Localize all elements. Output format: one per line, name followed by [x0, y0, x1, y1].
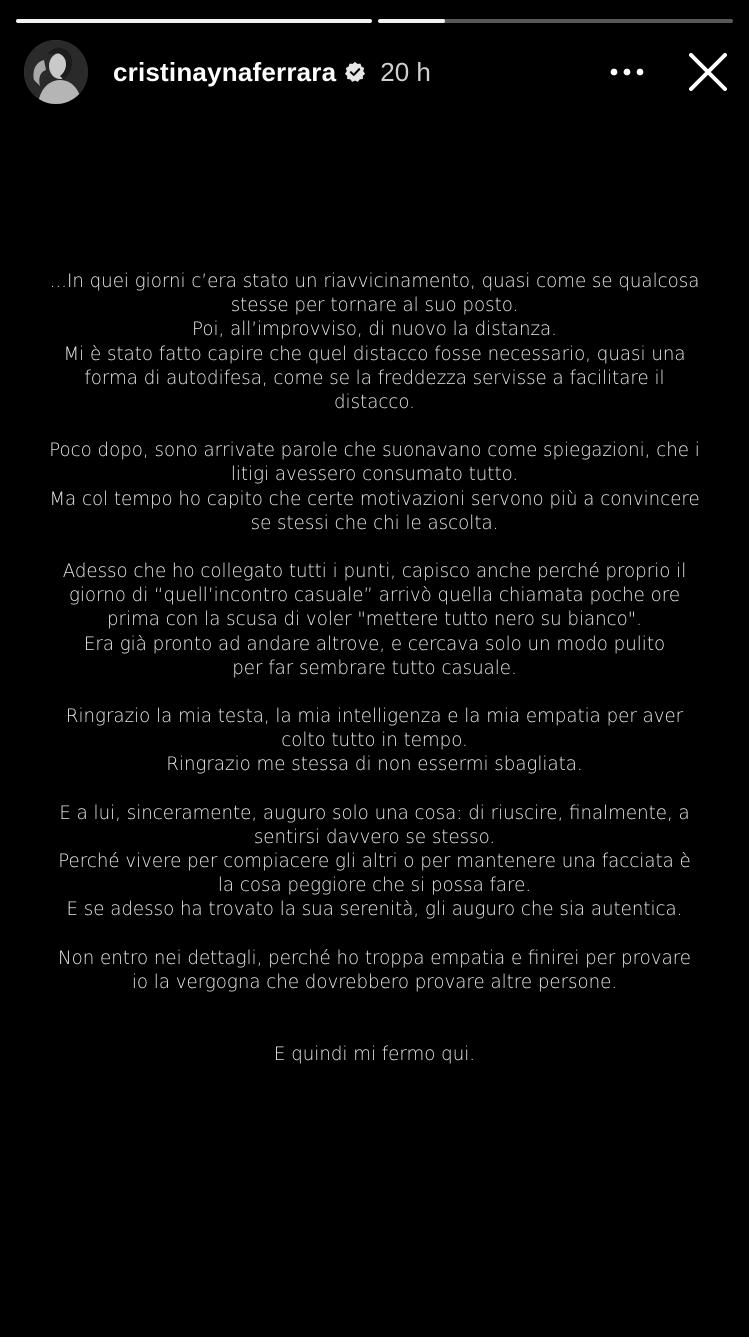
story-paragraph-2: Poco dopo, sono arrivate parole che suonavano come spiegazioni, che i litigi avessero consumato tutto. Ma col tempo ho capito che certe motivazioni servono più a convincere se stessi che chi le ascolta.: [49, 440, 700, 534]
story-paragraph-1: ...In quei giorni c’era stato un riavvicinamento, quasi come se qualcosa stesse per tornare al suo posto. Poi, all’improvviso, di nuovo la distanza. Mi è stato fatto capire che quel distacco fosse necessario, quasi una forma di autodifesa, come se la freddezza servisse a facilitare il distacco.: [49, 271, 700, 414]
progress-fill-1: [16, 19, 372, 23]
story-paragraph-4: Ringrazio la mia testa, la mia intelligenza e la mia empatia per aver colto tutto in tempo. Ringrazio me stessa di non essermi sbagliata.: [65, 706, 684, 776]
progress-segment-2: [378, 19, 734, 23]
post-time: 20 h: [380, 56, 431, 87]
progress-segment-1: [16, 19, 372, 23]
story-paragraph-final: E quindi mi fermo qui.: [273, 1044, 476, 1066]
story-progress-bar: [16, 19, 733, 23]
avatar[interactable]: [24, 40, 88, 104]
story-header: [24, 40, 731, 104]
story-text: [30, 270, 719, 1091]
more-options-button[interactable]: [607, 52, 647, 92]
story-paragraph-3: Adesso che ho collegato tutti i punti, capisco anche perché proprio il giorno di “quell’incontro casuale” arrivò quella chiamata poche ore prima con la scusa di voler "mettere tutto nero su bianco". Era già pronto ad andare altrove, e cercava solo un modo pulito per far sembrare tutto casuale.: [62, 561, 687, 679]
story-paragraph-5: E a lui, sinceramente, auguro solo una cosa: di riuscire, finalmente, a sentirsi davvero se stesso. Perché vivere per compiacere gli altri o per mantenere una facciata è la cosa peggiore che si possa fare. E se adesso ha trovato la sua serenità, gli auguro che sia autentica.: [58, 802, 691, 921]
story-paragraph-6: Non entro nei dettagli, perché ho troppa empatia e finirei per provare io la vergogna che dovrebbero provare altre persone.: [58, 947, 691, 993]
verified-badge-icon: [344, 61, 366, 83]
avatar-portrait-icon: [24, 40, 88, 104]
progress-fill-2: [378, 19, 446, 23]
more-horizontal-icon: [610, 68, 644, 76]
close-button[interactable]: [685, 49, 731, 95]
username[interactable]: cristinaynaferrara: [113, 56, 337, 87]
close-icon: [688, 52, 728, 92]
